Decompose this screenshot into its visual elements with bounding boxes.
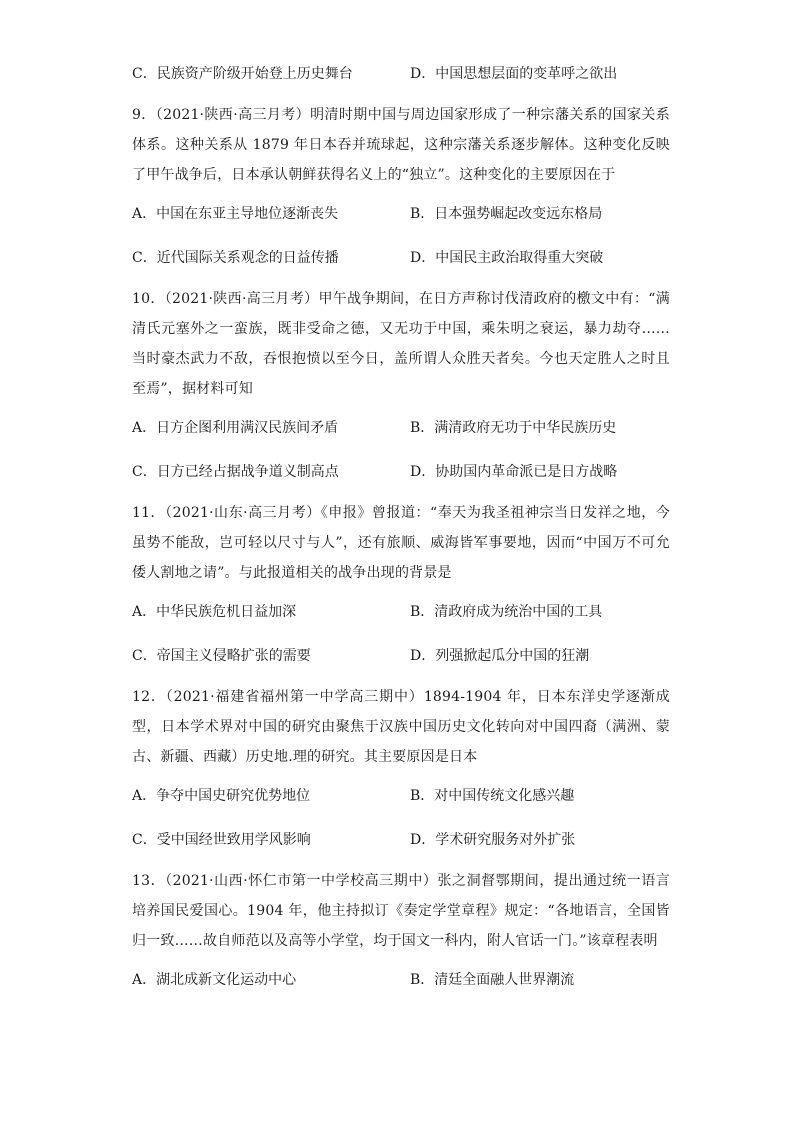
q9-option-a[interactable]: A．中国在东亚主导地位逐渐丧失 bbox=[132, 206, 339, 222]
q8-option-c[interactable]: C．民族资产阶级开始登上历史舞台 bbox=[132, 66, 353, 82]
q12-options-row-ab bbox=[132, 774, 670, 818]
q11-option-d[interactable]: D．列强掀起瓜分中国的狂潮 bbox=[410, 648, 590, 664]
q12-option-c[interactable]: C．受中国经世致用学风影响 bbox=[132, 832, 311, 848]
q10-option-b[interactable]: B．满清政府无功于中华民族历史 bbox=[410, 420, 617, 436]
q9-options-row-cd bbox=[132, 236, 670, 280]
q9-option-b[interactable]: B．日本强势崛起改变远东格局 bbox=[410, 206, 603, 222]
q9-options-row-ab bbox=[132, 192, 670, 236]
q10-option-a[interactable]: A．日方企图利用满汉民族间矛盾 bbox=[132, 420, 339, 436]
q11-options-row-cd bbox=[132, 634, 670, 678]
question-11 bbox=[132, 498, 670, 588]
question-13 bbox=[132, 866, 670, 956]
q13-option-b[interactable]: B．清廷全面融人世界潮流 bbox=[410, 972, 575, 988]
q12-option-b[interactable]: B．对中国传统文化感兴趣 bbox=[410, 788, 575, 804]
q11-option-c[interactable]: C．帝国主义侵略扩张的需要 bbox=[132, 648, 311, 664]
q13-options-row-ab bbox=[132, 958, 670, 1002]
question-10 bbox=[132, 284, 670, 404]
q11-option-a[interactable]: A．中华民族危机日益加深 bbox=[132, 604, 297, 620]
q12-option-a[interactable]: A．争夺中国史研究优势地位 bbox=[132, 788, 311, 804]
q10-option-d[interactable]: D．协助国内革命派已是日方战略 bbox=[410, 464, 618, 480]
q9-option-d[interactable]: D．中国民主政治取得重大突破 bbox=[410, 250, 604, 266]
question-13-stem: 13．（2021·山西·怀仁市第一中学校高三期中）张之洞督鄂期间，提出通过统一语言培养国民爱国心。1904 年，他主持拟订《奏定学堂章程》规定：“各地语言，全国皆归一致……故自师范以及高等小学堂，均于国文一科内，附人官话一门。”该章程表明 bbox=[132, 873, 670, 949]
question-9 bbox=[132, 100, 670, 190]
question-12-stem: 12．（2021·福建省福州第一中学高三期中）1894-1904 年，日本东洋史学逐渐成型，日本学术界对中国的研究由聚焦于汉族中国历史文化转向对中国四裔（满洲、蒙古、新疆、西藏）历史地.理的研究。其主要原因是日本 bbox=[132, 689, 670, 765]
question-12 bbox=[132, 682, 670, 772]
question-10-stem: 10．（2021·陕西·高三月考）甲午战争期间，在日方声称讨伐清政府的檄文中有：“满清氏元塞外之一蛮族，既非受命之德，又无功于中国，乘朱明之衰运，暴力劫夺……当时豪杰武力不敌，吞恨抱愤以至今日，盖所谓人众胜天者矣。今也天定胜人之时且至焉”，据材料可知 bbox=[132, 291, 670, 397]
q13-option-a[interactable]: A．湖北成新文化运动中心 bbox=[132, 972, 297, 988]
q10-options-row-ab bbox=[132, 406, 670, 450]
q10-option-c[interactable]: C．日方已经占据战争道义制高点 bbox=[132, 464, 339, 480]
q12-option-d[interactable]: D．学术研究服务对外扩张 bbox=[410, 832, 576, 848]
q8-options-row-cd bbox=[132, 52, 670, 96]
q10-options-row-cd bbox=[132, 450, 670, 494]
q9-option-c[interactable]: C．近代国际关系观念的日益传播 bbox=[132, 250, 339, 266]
page-content bbox=[132, 62, 670, 1002]
q11-options-row-ab bbox=[132, 590, 670, 634]
question-9-stem: 9．（2021·陕西·高三月考）明清时期中国与周边国家形成了一种宗藩关系的国家关系体系。这种关系从 1879 年日本吞并琉球起，这种宗藩关系逐步解体。这种变化反映了甲午战争后，日本承认朝鲜获得名义上的“独立”。这种变化的主要原因在于 bbox=[132, 107, 670, 183]
question-11-stem: 11．（2021·山东·高三月考）《申报》曾报道：“奉天为我圣祖神宗当日发祥之地，今虽势不能敌，岂可轻以尺寸与人”，还有旅顺、威海皆军事要地，因而“中国万不可允倭人割地之请”。与此报道相关的战争出现的背景是 bbox=[132, 505, 670, 581]
q12-options-row-cd bbox=[132, 818, 670, 862]
q8-option-d[interactable]: D．中国思想层面的变革呼之欲出 bbox=[410, 66, 618, 82]
q11-option-b[interactable]: B．清政府成为统治中国的工具 bbox=[410, 604, 603, 620]
